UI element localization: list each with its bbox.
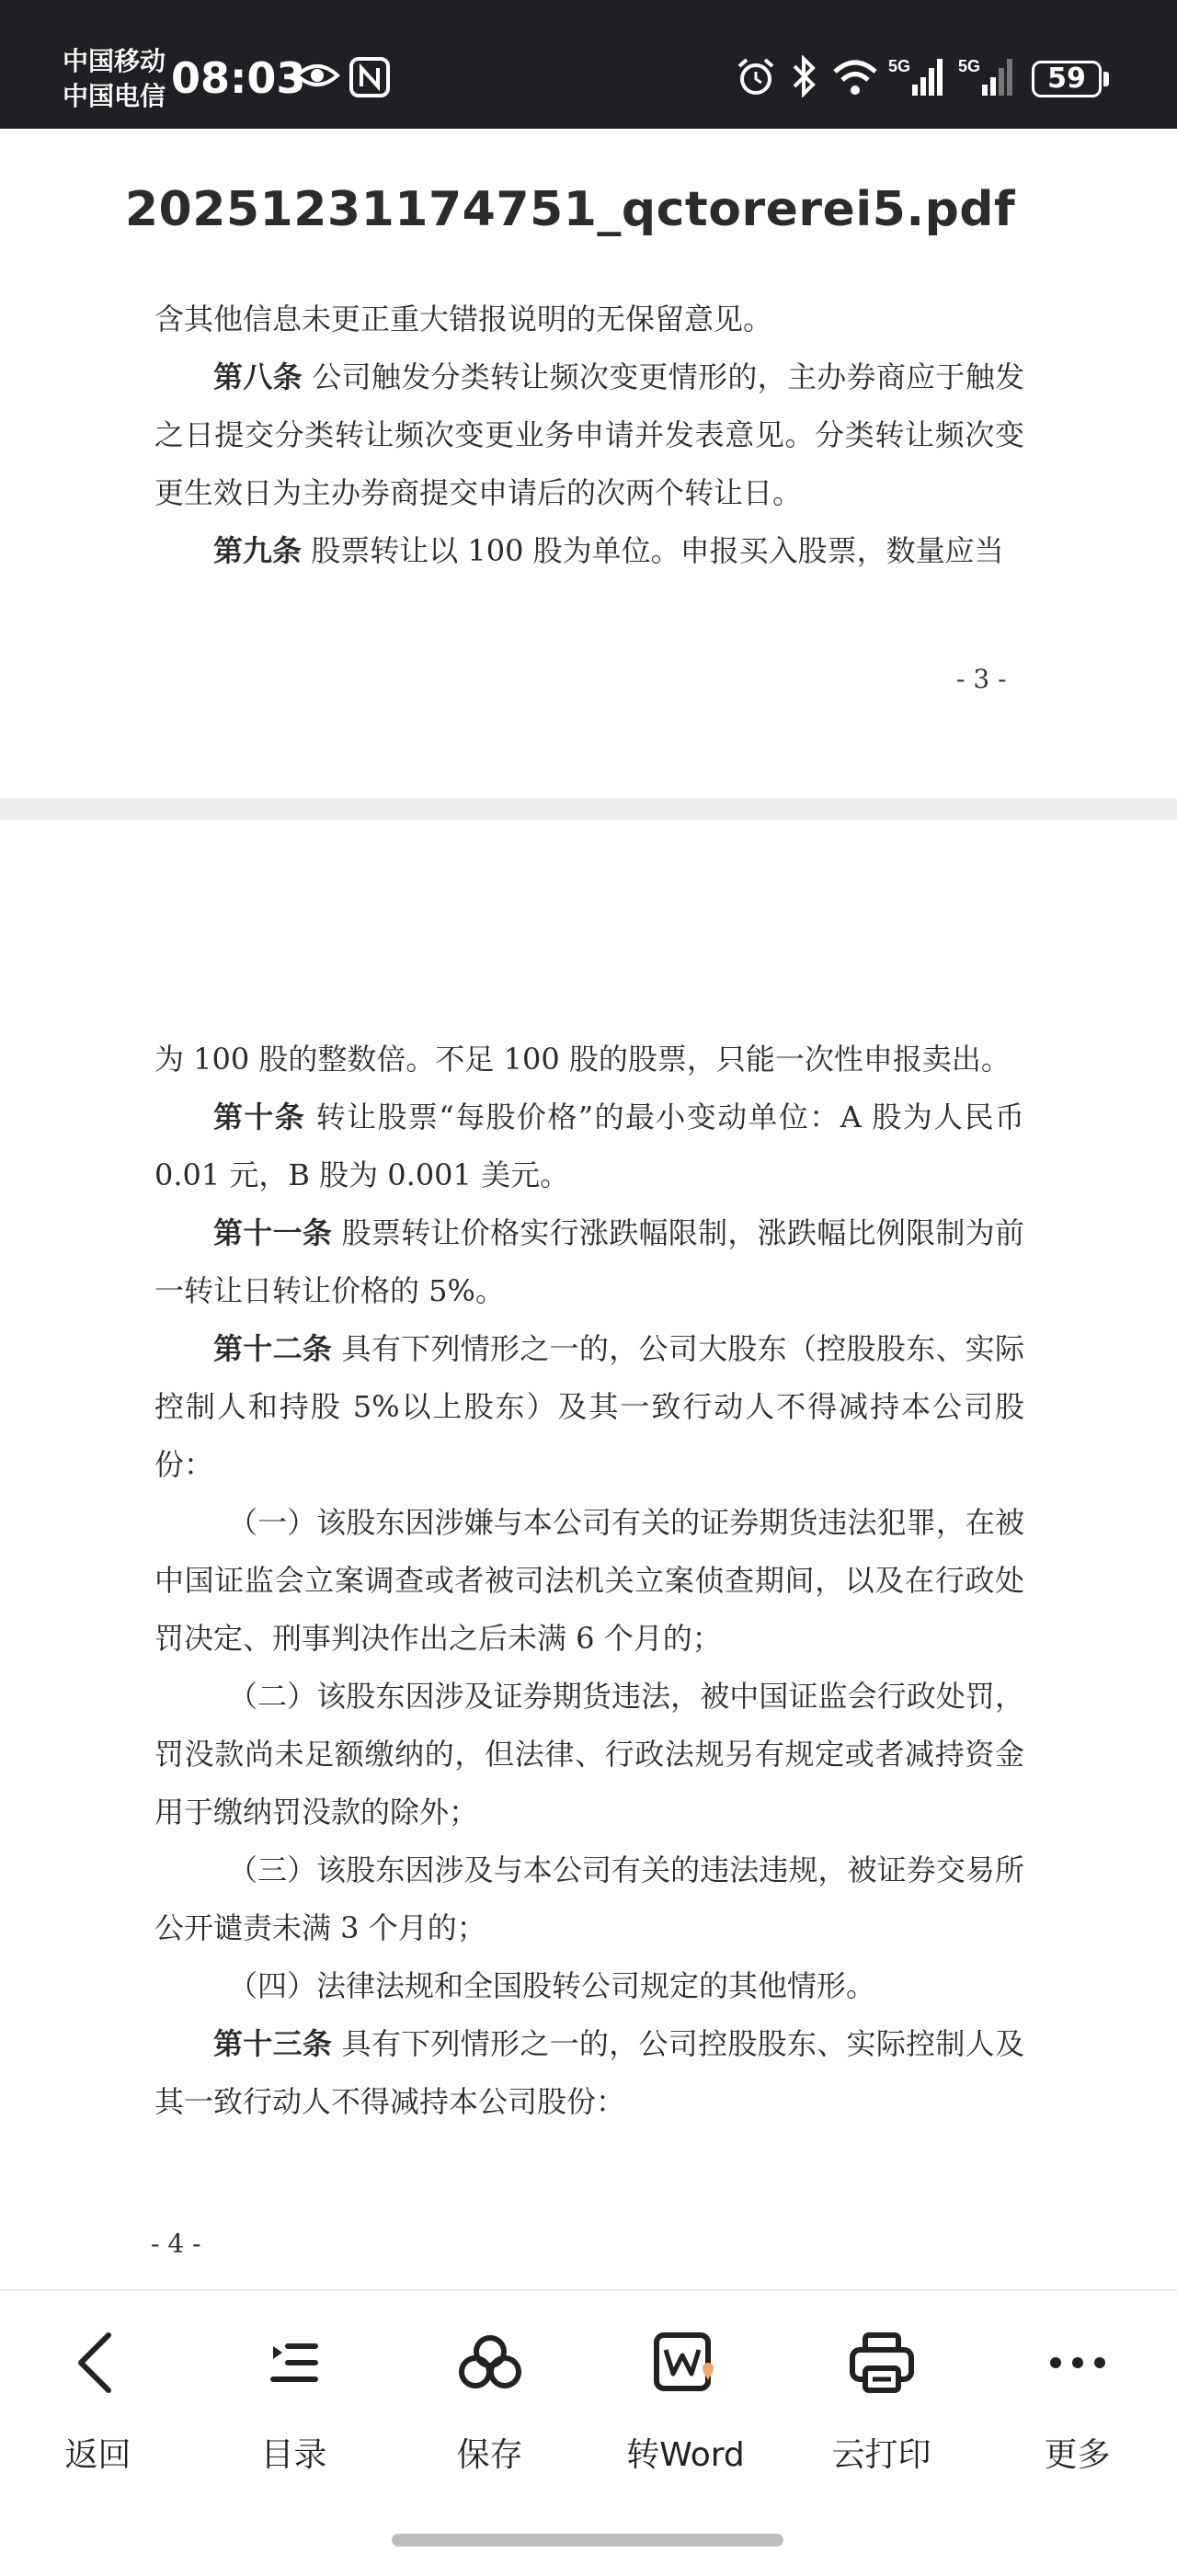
home-indicator[interactable] bbox=[392, 2534, 783, 2547]
clause-4: （四）法律法规和全国股转公司规定的其他情形。 bbox=[228, 1968, 876, 2003]
more-button[interactable] bbox=[979, 2291, 1175, 2521]
carrier-2: 中国电信 bbox=[63, 81, 166, 111]
signal-1-label: 5G bbox=[888, 57, 911, 75]
clock: 08:03 bbox=[171, 53, 306, 103]
alarm-icon bbox=[736, 57, 776, 97]
article-12: 第十二条 具有下列情形之一的，公司大股东（控股股东、实际控制人和持股 5%以上股东）及其一致行动人不得减持本公司股份： bbox=[154, 1331, 1024, 1482]
paragraph: 含其他信息未更正重大错报说明的无保留意见。 bbox=[154, 302, 773, 336]
clause-3: （三）该股东因涉及与本公司有关的违法违规，被证券交易所公开谴责未满 3 个月的； bbox=[154, 1852, 1024, 1945]
article-13: 第十三条 具有下列情形之一的，公司控股股东、实际控制人及其一致行动人不得减持本公司股份： bbox=[154, 2026, 1024, 2119]
paragraph: 为 100 股的整数倍。不足 100 股的股票，只能一次性申报卖出。 bbox=[154, 1042, 1011, 1077]
page-number: - 4 - bbox=[151, 2228, 201, 2259]
toc-label: 目录 bbox=[260, 2436, 327, 2474]
article-11: 第十一条 股票转让价格实行涨跌幅限制，涨跌幅比例限制为前一转让日转让价格的 5%。 bbox=[154, 1215, 1024, 1308]
bluetooth-icon bbox=[789, 55, 818, 97]
eye-icon bbox=[294, 57, 340, 94]
word-convert-icon bbox=[647, 2328, 725, 2398]
toc-button[interactable] bbox=[196, 2291, 392, 2521]
save-label: 保存 bbox=[456, 2436, 523, 2474]
carrier-names bbox=[63, 44, 166, 114]
signal-icon bbox=[888, 55, 947, 99]
printer-icon bbox=[845, 2328, 919, 2398]
back-label: 返回 bbox=[64, 2436, 131, 2474]
page-divider bbox=[0, 798, 1177, 820]
more-label: 更多 bbox=[1044, 2436, 1111, 2474]
svg-text:5G: 5G bbox=[958, 57, 981, 75]
cloud-print-label: 云打印 bbox=[831, 2436, 931, 2474]
carrier-1: 中国移动 bbox=[63, 46, 166, 76]
clause-1: （一）该股东因涉嫌与本公司有关的证券期货违法犯罪，在被中国证监会立案调查或者被司法机关立案侦查期间，以及在行政处罚决定、刑事判决作出之后未满 6 个月的； bbox=[154, 1505, 1024, 1656]
more-dots-icon bbox=[1041, 2328, 1114, 2398]
save-button[interactable] bbox=[392, 2291, 588, 2521]
chevron-left-icon bbox=[66, 2328, 131, 2398]
nfc-icon bbox=[349, 57, 390, 97]
back-button[interactable] bbox=[0, 2291, 196, 2521]
list-icon bbox=[262, 2328, 326, 2398]
battery-level: 59 bbox=[1047, 63, 1086, 95]
to-word-button[interactable] bbox=[588, 2291, 783, 2521]
cloud-print-button[interactable] bbox=[783, 2291, 979, 2521]
signal-icon-2 bbox=[958, 55, 1017, 99]
status-bar bbox=[0, 0, 1177, 129]
article-9: 第九条 股票转让以 100 股为单位。申报买入股票，数量应当 bbox=[213, 533, 1004, 568]
document-title: 20251231174751_qctorerei5.pdf bbox=[124, 182, 1016, 237]
article-10: 第十条 转让股票“每股价格”的最小变动单位：A 股为人民币 0.01 元，B 股为 0.001 美元。 bbox=[154, 1100, 1024, 1192]
wifi-icon bbox=[831, 57, 879, 97]
clause-2: （二）该股东因涉及证券期货违法，被中国证监会行政处罚，罚没款尚未足额缴纳的，但法律、行政法规另有规定或者减持资金用于缴纳罚没款的除外； bbox=[154, 1679, 1024, 1829]
to-word-label: 转Word bbox=[626, 2436, 745, 2474]
article-8: 第八条 公司触发分类转让频次变更情形的，主办券商应于触发之日提交分类转让频次变更业务申请并发表意见。分类转让频次变更生效日为主办券商提交申请后的次两个转让日。 bbox=[154, 359, 1024, 510]
cloud-save-icon bbox=[453, 2328, 527, 2398]
page-number: - 3 - bbox=[956, 664, 1007, 694]
